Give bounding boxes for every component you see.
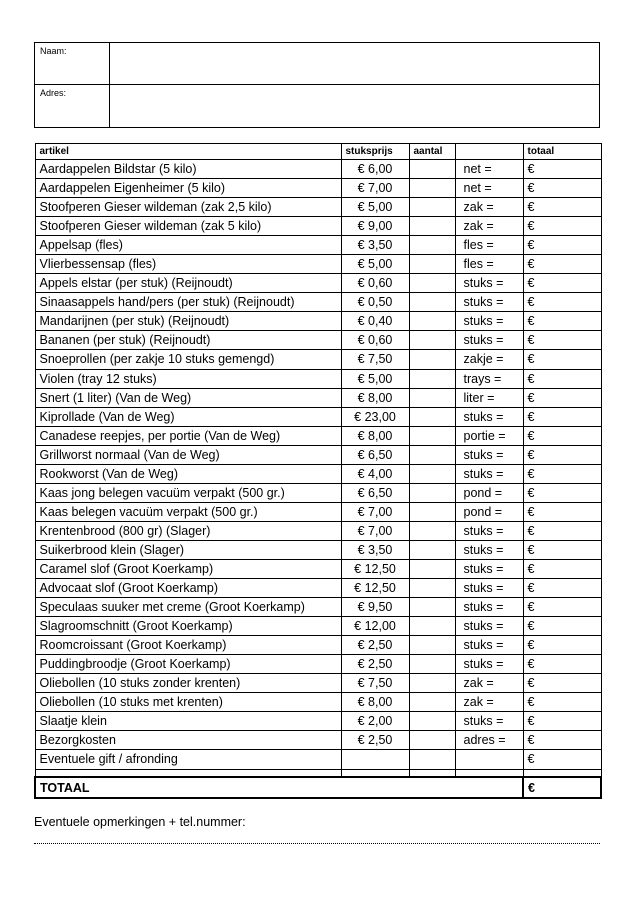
table-row xyxy=(35,388,601,407)
article-cell: Slagroomschnitt (Groot Koerkamp) xyxy=(35,617,341,636)
quantity-input[interactable] xyxy=(414,313,455,330)
column-header-article: artikel xyxy=(35,144,341,160)
table-row xyxy=(35,217,601,236)
name-row xyxy=(35,43,599,85)
unit-cell: stuks = xyxy=(455,521,523,540)
unit-cell: pond = xyxy=(455,483,523,502)
name-field[interactable] xyxy=(109,43,599,84)
article-cell: Caramel slof (Groot Koerkamp) xyxy=(35,559,341,578)
article-cell: Puddingbroodje (Groot Koerkamp) xyxy=(35,655,341,674)
unit-price-cell: € 12,00 xyxy=(341,617,409,636)
spacer-row xyxy=(35,769,601,777)
table-row xyxy=(35,712,601,731)
quantity-cell[interactable] xyxy=(409,731,455,750)
article-cell: Rookworst (Van de Weg) xyxy=(35,464,341,483)
table-row xyxy=(35,426,601,445)
table-row xyxy=(35,750,601,769)
article-cell: Slaatje klein xyxy=(35,712,341,731)
unit-cell: zak = xyxy=(455,693,523,712)
unit-cell: trays = xyxy=(455,369,523,388)
quantity-input[interactable] xyxy=(414,408,455,425)
total-cell[interactable]: € xyxy=(523,655,601,674)
quantity-input[interactable] xyxy=(414,656,455,673)
total-cell[interactable]: € xyxy=(523,579,601,598)
quantity-input[interactable] xyxy=(414,370,455,387)
table-row xyxy=(35,369,601,388)
table-row xyxy=(35,693,601,712)
quantity-input[interactable] xyxy=(414,618,455,635)
unit-cell: fles = xyxy=(455,255,523,274)
total-cell[interactable]: € xyxy=(523,255,601,274)
article-cell: Roomcroissant (Groot Koerkamp) xyxy=(35,636,341,655)
table-row xyxy=(35,179,601,198)
table-header-row xyxy=(35,144,601,160)
table-row xyxy=(35,293,601,312)
unit-price-cell: € 8,00 xyxy=(341,426,409,445)
name-label: Naam: xyxy=(40,46,67,56)
table-row xyxy=(35,636,601,655)
article-cell: Kaas belegen vacuüm verpakt (500 gr.) xyxy=(35,502,341,521)
unit-cell: stuks = xyxy=(455,655,523,674)
table-row xyxy=(35,731,601,750)
quantity-cell[interactable] xyxy=(409,521,455,540)
quantity-input[interactable] xyxy=(414,637,455,654)
quantity-input[interactable] xyxy=(414,161,455,178)
unit-price-cell: € 9,50 xyxy=(341,598,409,617)
remarks-label: Eventuele opmerkingen + tel.nummer: xyxy=(34,815,246,829)
quantity-cell[interactable] xyxy=(409,236,455,255)
table-row xyxy=(35,617,601,636)
spacer-cell xyxy=(409,769,455,777)
spacer-cell xyxy=(341,769,409,777)
column-header-total: totaal xyxy=(523,144,601,160)
quantity-input[interactable] xyxy=(414,484,455,501)
table-row xyxy=(35,236,601,255)
article-cell: Sinaasappels hand/pers (per stuk) (Reijnoudt) xyxy=(35,293,341,312)
quantity-cell[interactable] xyxy=(409,179,455,198)
unit-price-cell: € 7,50 xyxy=(341,674,409,693)
article-cell: Kiprollade (Van de Weg) xyxy=(35,407,341,426)
total-cell[interactable]: € xyxy=(523,483,601,502)
unit-price-cell: € 5,00 xyxy=(341,255,409,274)
total-row xyxy=(35,777,601,798)
quantity-cell[interactable] xyxy=(409,636,455,655)
total-cell[interactable]: € xyxy=(523,426,601,445)
quantity-input[interactable] xyxy=(414,751,455,768)
unit-price-cell: € 9,00 xyxy=(341,217,409,236)
table-row xyxy=(35,312,601,331)
article-cell: Advocaat slof (Groot Koerkamp) xyxy=(35,579,341,598)
unit-price-cell: € 3,50 xyxy=(341,540,409,559)
quantity-input[interactable] xyxy=(414,427,455,444)
article-cell: Vlierbessensap (fles) xyxy=(35,255,341,274)
quantity-cell[interactable] xyxy=(409,350,455,369)
total-cell[interactable]: € xyxy=(523,312,601,331)
unit-cell: stuks = xyxy=(455,464,523,483)
quantity-input[interactable] xyxy=(414,599,455,616)
table-row xyxy=(35,464,601,483)
unit-price-cell: € 7,00 xyxy=(341,179,409,198)
article-cell: Speculaas suuker met creme (Groot Koerkamp) xyxy=(35,598,341,617)
unit-cell: stuks = xyxy=(455,312,523,331)
unit-price-cell: € 6,00 xyxy=(341,160,409,179)
unit-cell: stuks = xyxy=(455,274,523,293)
quantity-cell[interactable] xyxy=(409,674,455,693)
table-row xyxy=(35,540,601,559)
total-cell[interactable]: € xyxy=(523,179,601,198)
total-cell[interactable]: € xyxy=(523,464,601,483)
total-cell[interactable]: € xyxy=(523,502,601,521)
unit-cell: fles = xyxy=(455,236,523,255)
quantity-cell[interactable] xyxy=(409,693,455,712)
total-cell[interactable]: € xyxy=(523,217,601,236)
unit-cell: zakje = xyxy=(455,350,523,369)
article-cell: Appelsap (fles) xyxy=(35,236,341,255)
quantity-input[interactable] xyxy=(414,389,455,406)
article-cell: Eventuele gift / afronding xyxy=(35,750,341,769)
article-cell: Aardappelen Eigenheimer (5 kilo) xyxy=(35,179,341,198)
article-cell: Snert (1 liter) (Van de Weg) xyxy=(35,388,341,407)
spacer-cell xyxy=(35,769,341,777)
quantity-cell[interactable] xyxy=(409,483,455,502)
table-row xyxy=(35,274,601,293)
total-cell[interactable]: € xyxy=(523,293,601,312)
quantity-input[interactable] xyxy=(414,294,455,311)
unit-cell: adres = xyxy=(455,731,523,750)
quantity-input[interactable] xyxy=(414,541,455,558)
table-row xyxy=(35,598,601,617)
unit-price-cell: € 3,50 xyxy=(341,236,409,255)
unit-cell: stuks = xyxy=(455,636,523,655)
unit-cell: net = xyxy=(455,160,523,179)
quantity-cell[interactable] xyxy=(409,312,455,331)
unit-price-cell: € 12,50 xyxy=(341,579,409,598)
spacer-cell xyxy=(523,769,601,777)
quantity-cell[interactable] xyxy=(409,617,455,636)
unit-cell: zak = xyxy=(455,217,523,236)
article-cell: Stoofperen Gieser wildeman (zak 2,5 kilo) xyxy=(35,198,341,217)
total-label: TOTAAL xyxy=(35,777,523,798)
unit-price-cell: € 8,00 xyxy=(341,693,409,712)
total-cell[interactable]: € xyxy=(523,617,601,636)
quantity-input[interactable] xyxy=(414,675,455,692)
unit-price-cell: € 0,60 xyxy=(341,274,409,293)
unit-price-cell: € 0,40 xyxy=(341,312,409,331)
quantity-cell[interactable] xyxy=(409,388,455,407)
total-cell[interactable]: € xyxy=(523,388,601,407)
unit-price-cell: € 2,00 xyxy=(341,712,409,731)
article-cell: Kaas jong belegen vacuüm verpakt (500 gr.) xyxy=(35,483,341,502)
quantity-input[interactable] xyxy=(414,694,455,711)
unit-price-cell: € 0,50 xyxy=(341,293,409,312)
unit-price-cell: € 7,00 xyxy=(341,502,409,521)
quantity-cell[interactable] xyxy=(409,712,455,731)
quantity-cell[interactable] xyxy=(409,559,455,578)
unit-price-cell: € 6,50 xyxy=(341,445,409,464)
address-label: Adres: xyxy=(40,88,67,98)
unit-cell: stuks = xyxy=(455,598,523,617)
unit-cell: stuks = xyxy=(455,712,523,731)
unit-cell: pond = xyxy=(455,502,523,521)
quantity-input[interactable] xyxy=(414,180,455,197)
quantity-input[interactable] xyxy=(414,351,455,368)
order-table-body xyxy=(35,160,601,770)
unit-cell: zak = xyxy=(455,674,523,693)
quantity-cell[interactable] xyxy=(409,255,455,274)
total-cell[interactable]: € xyxy=(523,636,601,655)
unit-cell: portie = xyxy=(455,426,523,445)
unit-cell: stuks = xyxy=(455,293,523,312)
table-row xyxy=(35,502,601,521)
unit-price-cell: € 7,00 xyxy=(341,521,409,540)
article-cell: Grillworst normaal (Van de Weg) xyxy=(35,445,341,464)
unit-cell: net = xyxy=(455,179,523,198)
unit-cell: stuks = xyxy=(455,540,523,559)
quantity-cell[interactable] xyxy=(409,198,455,217)
unit-price-cell: € 4,00 xyxy=(341,464,409,483)
quantity-cell[interactable] xyxy=(409,579,455,598)
quantity-cell[interactable] xyxy=(409,540,455,559)
customer-info-box xyxy=(34,42,600,128)
quantity-cell[interactable] xyxy=(409,464,455,483)
article-cell: Violen (tray 12 stuks) xyxy=(35,369,341,388)
quantity-input[interactable] xyxy=(414,237,455,254)
quantity-cell[interactable] xyxy=(409,445,455,464)
unit-price-cell: € 5,00 xyxy=(341,198,409,217)
quantity-input[interactable] xyxy=(414,465,455,482)
remarks-input-line[interactable] xyxy=(34,843,600,844)
unit-price-cell: € 2,50 xyxy=(341,655,409,674)
table-row xyxy=(35,160,601,179)
quantity-cell[interactable] xyxy=(409,217,455,236)
order-table xyxy=(34,143,602,799)
table-row xyxy=(35,559,601,578)
unit-cell: zak = xyxy=(455,198,523,217)
quantity-cell[interactable] xyxy=(409,407,455,426)
quantity-input[interactable] xyxy=(414,713,455,730)
article-cell: Appels elstar (per stuk) (Reijnoudt) xyxy=(35,274,341,293)
total-cell[interactable]: € xyxy=(523,407,601,426)
table-row xyxy=(35,198,601,217)
article-cell: Oliebollen (10 stuks met krenten) xyxy=(35,693,341,712)
total-cell[interactable]: € xyxy=(523,750,601,769)
unit-price-cell: € 5,00 xyxy=(341,369,409,388)
total-value-cell[interactable]: € xyxy=(523,777,601,798)
quantity-cell[interactable] xyxy=(409,331,455,350)
quantity-cell[interactable] xyxy=(409,750,455,769)
table-row xyxy=(35,445,601,464)
quantity-cell[interactable] xyxy=(409,426,455,445)
unit-price-cell xyxy=(341,750,409,769)
quantity-input[interactable] xyxy=(414,199,455,216)
article-cell: Mandarijnen (per stuk) (Reijnoudt) xyxy=(35,312,341,331)
unit-price-cell: € 6,50 xyxy=(341,483,409,502)
unit-price-cell: € 12,50 xyxy=(341,559,409,578)
quantity-input[interactable] xyxy=(414,522,455,539)
article-cell: Krentenbrood (800 gr) (Slager) xyxy=(35,521,341,540)
quantity-cell[interactable] xyxy=(409,274,455,293)
unit-price-cell: € 8,00 xyxy=(341,388,409,407)
unit-price-cell: € 0,60 xyxy=(341,331,409,350)
unit-cell: stuks = xyxy=(455,445,523,464)
table-row xyxy=(35,255,601,274)
quantity-input[interactable] xyxy=(414,561,455,578)
total-cell[interactable]: € xyxy=(523,331,601,350)
unit-cell: stuks = xyxy=(455,331,523,350)
unit-cell xyxy=(455,750,523,769)
address-field[interactable] xyxy=(109,85,599,127)
total-cell[interactable]: € xyxy=(523,712,601,731)
table-row xyxy=(35,674,601,693)
table-row xyxy=(35,331,601,350)
quantity-cell[interactable] xyxy=(409,502,455,521)
article-cell: Canadese reepjes, per portie (Van de Weg) xyxy=(35,426,341,445)
unit-price-cell: € 7,50 xyxy=(341,350,409,369)
total-cell[interactable]: € xyxy=(523,693,601,712)
quantity-cell[interactable] xyxy=(409,655,455,674)
total-cell[interactable]: € xyxy=(523,540,601,559)
quantity-input[interactable] xyxy=(414,732,455,749)
total-cell[interactable]: € xyxy=(523,674,601,693)
quantity-cell[interactable] xyxy=(409,160,455,179)
total-cell[interactable]: € xyxy=(523,521,601,540)
table-row xyxy=(35,655,601,674)
unit-cell: stuks = xyxy=(455,559,523,578)
total-cell[interactable]: € xyxy=(523,236,601,255)
total-cell[interactable]: € xyxy=(523,559,601,578)
table-row xyxy=(35,350,601,369)
article-cell: Aardappelen Bildstar (5 kilo) xyxy=(35,160,341,179)
unit-price-cell: € 2,50 xyxy=(341,636,409,655)
quantity-input[interactable] xyxy=(414,218,455,235)
quantity-input[interactable] xyxy=(414,256,455,273)
total-cell[interactable]: € xyxy=(523,731,601,750)
total-cell[interactable]: € xyxy=(523,369,601,388)
table-row xyxy=(35,483,601,502)
total-cell[interactable]: € xyxy=(523,274,601,293)
article-cell: Bezorgkosten xyxy=(35,731,341,750)
table-row xyxy=(35,579,601,598)
unit-price-cell: € 2,50 xyxy=(341,731,409,750)
quantity-cell[interactable] xyxy=(409,293,455,312)
quantity-input[interactable] xyxy=(414,275,455,292)
quantity-cell[interactable] xyxy=(409,598,455,617)
article-cell: Stoofperen Gieser wildeman (zak 5 kilo) xyxy=(35,217,341,236)
spacer-cell xyxy=(455,769,523,777)
unit-cell: stuks = xyxy=(455,579,523,598)
column-header-unit-price: stuksprijs xyxy=(341,144,409,160)
quantity-input[interactable] xyxy=(414,580,455,597)
total-cell[interactable]: € xyxy=(523,198,601,217)
total-cell[interactable]: € xyxy=(523,598,601,617)
total-cell[interactable]: € xyxy=(523,445,601,464)
article-cell: Oliebollen (10 stuks zonder krenten) xyxy=(35,674,341,693)
quantity-cell[interactable] xyxy=(409,369,455,388)
unit-cell: liter = xyxy=(455,388,523,407)
unit-cell: stuks = xyxy=(455,617,523,636)
quantity-input[interactable] xyxy=(414,332,455,349)
unit-cell: stuks = xyxy=(455,407,523,426)
article-cell: Suikerbrood klein (Slager) xyxy=(35,540,341,559)
column-header-unit xyxy=(455,144,523,160)
table-row xyxy=(35,407,601,426)
column-header-quantity: aantal xyxy=(409,144,455,160)
address-row xyxy=(35,85,599,127)
total-cell[interactable]: € xyxy=(523,160,601,179)
unit-price-cell: € 23,00 xyxy=(341,407,409,426)
table-row xyxy=(35,521,601,540)
article-cell: Bananen (per stuk) (Reijnoudt) xyxy=(35,331,341,350)
quantity-input[interactable] xyxy=(414,446,455,463)
total-cell[interactable]: € xyxy=(523,350,601,369)
article-cell: Snoeprollen (per zakje 10 stuks gemengd) xyxy=(35,350,341,369)
quantity-input[interactable] xyxy=(414,503,455,520)
